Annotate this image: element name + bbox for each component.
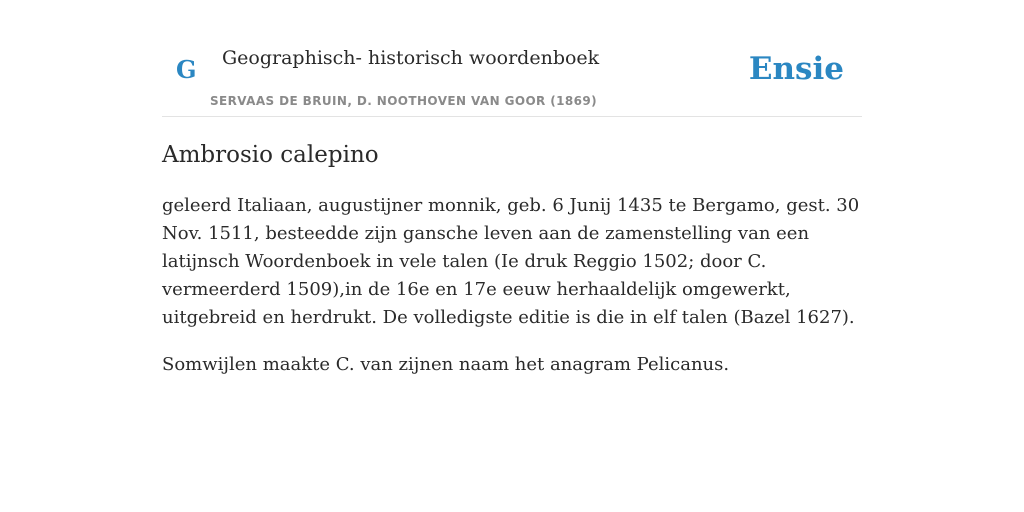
- entry-paragraph: geleerd Italiaan, augustijner monnik, geb. 6 Junij 1435 te Bergamo, gest. 30 Nov. 1511, besteedde zijn gansche leven aan de zamenstelling van een latijnsch Woordenboek in vele talen (Ie druk Reggio 1502; door C. vermeerderd 1509),in de 16e en 17e eeuw herhaaldelijk omgewerkt, uitgebreid en herdrukt. De volledigste editie is die in elf talen (Bazel 1627).: [162, 195, 860, 328]
- ensie-logo[interactable]: Ensie: [748, 51, 844, 87]
- book-author: SERVAAS DE BRUIN, D. NOOTHOVEN VAN GOOR (1869): [210, 94, 598, 108]
- entry-paragraph: Somwijlen maakte C. van zijnen naam het anagram Pelicanus.: [162, 354, 730, 375]
- entry-title: Ambrosio calepino: [162, 142, 379, 168]
- page: [162, 0, 862, 375]
- index-letter-link[interactable]: G: [176, 55, 197, 84]
- book-title-link[interactable]: Geographisch- historisch woordenboek: [222, 47, 600, 69]
- book-header: [162, 0, 862, 117]
- entry-body: [162, 192, 862, 398]
